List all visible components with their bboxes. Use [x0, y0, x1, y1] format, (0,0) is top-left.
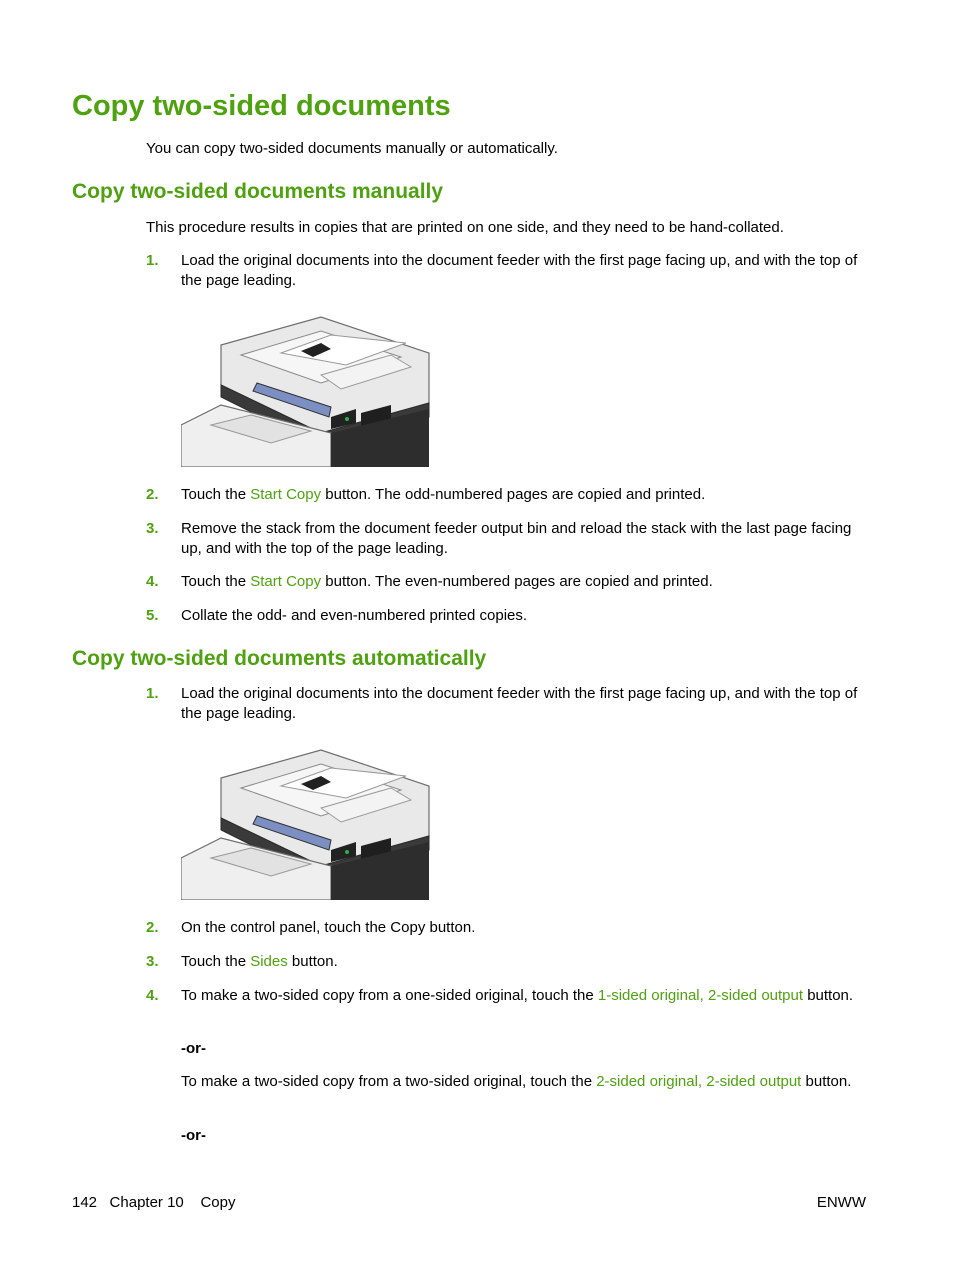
step-text [181, 986, 871, 1006]
step-text: Load the original documents into the document feeder with the first page facing up, and with the top of the page leading. [181, 252, 858, 289]
step-text [181, 572, 871, 592]
step-text-post: button. The even-numbered pages are copied and printed. [321, 573, 713, 590]
footer-left [72, 1193, 235, 1213]
step-number: 3. [146, 520, 159, 537]
printer-body [181, 750, 429, 900]
step-text-pre: Touch the [181, 573, 251, 590]
alternative-text [181, 1072, 871, 1092]
manual-intro: This procedure results in copies that are printed on one side, and they need to be hand-collated. [146, 219, 784, 236]
step-number: 1. [146, 685, 159, 702]
page-number: 142 [72, 1194, 98, 1211]
step-text: On the control panel, touch the Copy button. [181, 919, 476, 936]
step-number: 4. [146, 987, 159, 1004]
step-number: 1. [146, 252, 159, 269]
step-text-post: button. [287, 953, 338, 970]
step-number: 2. [146, 919, 159, 936]
step-text-pre: Touch the [181, 486, 251, 503]
printer-illustration [181, 305, 431, 467]
alt-text-post: button. [801, 1073, 852, 1090]
manual-heading: Copy two-sided documents manually [72, 180, 444, 203]
step-text-pre: To make a two-sided copy from a one-sided original, touch the [181, 987, 598, 1004]
sides-link[interactable]: Sides [250, 953, 288, 970]
start-copy-link[interactable]: Start Copy [250, 573, 322, 590]
chapter-label: Chapter 10 [109, 1194, 184, 1211]
step-number: 5. [146, 607, 159, 624]
or-separator: -or- [181, 1040, 206, 1057]
step-text-post: button. [803, 987, 854, 1004]
step-text: Collate the odd- and even-numbered printed copies. [181, 607, 528, 624]
step-text: Load the original documents into the document feeder with the first page facing up, and with the top of the page leading. [181, 685, 858, 722]
step-number: 4. [146, 573, 159, 590]
footer-right: ENWW [816, 1194, 866, 1211]
start-copy-link[interactable]: Start Copy [250, 486, 322, 503]
two-sided-original-two-sided-output-link[interactable]: 2-sided original, 2-sided output [596, 1073, 802, 1090]
intro-text: You can copy two-sided documents manually or automatically. [146, 140, 558, 157]
step-number: 3. [146, 953, 159, 970]
step-number: 2. [146, 486, 159, 503]
step-text [181, 952, 871, 972]
printer-body [181, 317, 429, 467]
step-text-post: button. The odd-numbered pages are copied and printed. [321, 486, 706, 503]
step-text: Remove the stack from the document feeder output bin and reload the stack with the last page facing up, and with the top of the page leading. [181, 520, 852, 557]
page-title: Copy two-sided documents [72, 90, 451, 122]
auto-heading: Copy two-sided documents automatically [72, 647, 487, 670]
alt-text-pre: To make a two-sided copy from a two-sided original, touch the [181, 1073, 597, 1090]
or-separator: -or- [181, 1127, 206, 1144]
step-text [181, 485, 871, 505]
step-text-pre: Touch the [181, 953, 251, 970]
printer-illustration [181, 738, 431, 900]
section-label: Copy [200, 1194, 236, 1211]
one-sided-original-two-sided-output-link[interactable]: 1-sided original, 2-sided output [597, 987, 804, 1004]
